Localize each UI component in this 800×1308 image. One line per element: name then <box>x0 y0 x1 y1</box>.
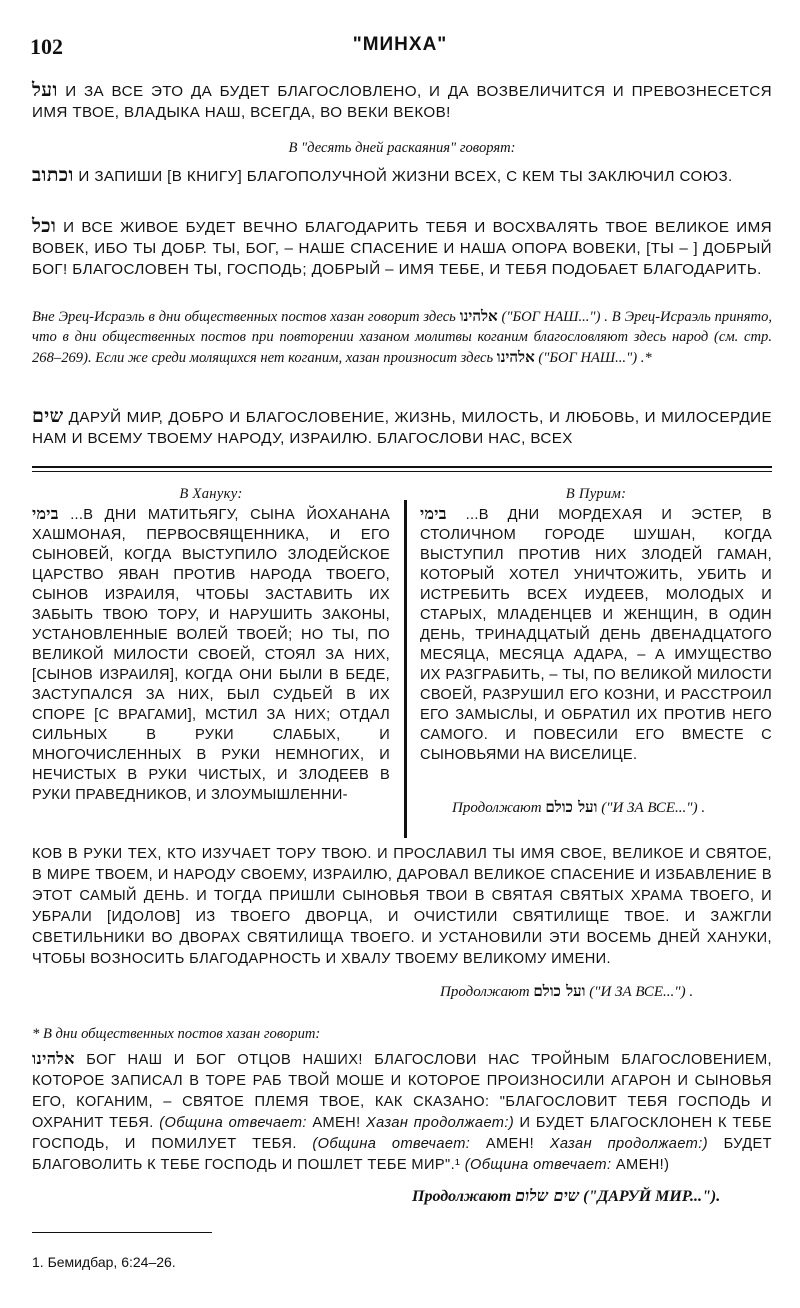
double-rule-top <box>32 466 772 468</box>
continue-word: Продолжают <box>452 800 542 816</box>
priestly-blessing-paragraph <box>32 1048 772 1176</box>
paragraph-all-this <box>32 80 772 123</box>
paragraph-text: И ЗА ВСЕ ЭТО ДА БУДЕТ БЛАГОСЛОВЛЕНО, И ДА ВОЗВЕЛИЧИТСЯ И ПРЕВОЗНЕСЕТСЯ ИМЯ ТВОЕ, ВЛАДЫКА НАШ, ВСЕГДА, ВО ВЕКИ ВЕКОВ! <box>32 83 772 121</box>
note-text: ("БОГ НАШ...") .* <box>538 350 652 366</box>
hebrew-keyword: ועל כולם <box>533 982 586 1000</box>
note-text: ("БОГ НАШ...") . В Эрец-Исраэль принято, что в дни общественных постов при повторении хазаном молитвы коганим благословляют здесь народ (см. стр. 268–269). Если же среди молящихся нет коганим, хазан произносит здесь <box>32 309 773 366</box>
purim-heading: В Пурим: <box>565 486 627 502</box>
hebrew-keyword: שים <box>32 405 64 427</box>
hebrew-keyword: ועל כולם <box>545 798 598 816</box>
hebrew-keyword: אלהינו <box>496 348 535 366</box>
hebrew-keyword: ועל <box>32 79 58 101</box>
running-title: "МИНХА" <box>352 34 448 55</box>
paragraph-all-living <box>32 216 772 280</box>
column-divider <box>404 500 407 838</box>
continue-word: Продолжают <box>412 1188 512 1205</box>
chanukah-column <box>32 484 390 805</box>
community-response-label: (Община отвечает: <box>464 1157 612 1173</box>
fast-day-footnote-heading: * В дни общественных постов хазан говорит: <box>32 1026 321 1042</box>
paragraph-text: И ВСЕ ЖИВОЕ БУДЕТ ВЕЧНО БЛАГОДАРИТЬ ТЕБЯ И ВОСХВАЛЯТЬ ТВОЕ ВЕЛИКОЕ ИМЯ ВОВЕК, ИБО ТЫ ДОБР. ТЫ, БОГ, – НАШЕ СПАСЕНИЕ И НАША ОПОРА ВОВЕКИ, [ТЫ – ] ДОБРЫЙ БОГ! БЛАГОСЛОВЕН ТЫ, ГОСПОДЬ; ДОБРЫЙ – ИМЯ ТЕБЕ, И ТЕБЯ ПОДОБАЕТ БЛАГОДАРИТЬ. <box>32 219 772 278</box>
amen: АМЕН! <box>485 1136 535 1152</box>
hazan-continues-label: Хазан продолжает:) <box>366 1115 515 1131</box>
hebrew-keyword: בימי <box>420 504 447 523</box>
paragraph-text: ДАРУЙ МИР, ДОБРО И БЛАГОСЛОВЕНИЕ, ЖИЗНЬ, МИЛОСТЬ, И ЛЮБОВЬ, И МИЛОСЕРДИЕ НАМ И ВСЕМУ ТВОЕМУ НАРОДУ, ИЗРАИЛЮ. БЛАГОСЛОВИ НАС, ВСЕХ <box>32 409 773 447</box>
double-rule-bottom <box>32 471 772 472</box>
blessing-text: БОГ НАШ И БОГ ОТЦОВ НАШИХ! БЛАГОСЛОВИ НАС ТРОЙНЫМ БЛАГОСЛОВЕНИЕМ, КОТОРОЕ ЗАПИСАЛ В ТОРЕ РАБ ТВОЙ МОШЕ И КОТОРОЕ ПРОИЗНОСИЛИ АГАРОН И СЫНОВЬЯ ЕГО, КОГАНИМ, – СВЯТОЕ ПЛЕМЯ ТВОЕ, КАК СКАЗАНО: "БЛАГОСЛОВИТ ТЕБЯ ГОСПОДЬ И ОХРАНИТ ТЕБЯ. <box>32 1052 772 1131</box>
continue-ru: ("И ЗА ВСЕ...") . <box>601 800 706 816</box>
footnote: 1. Бемидбар, 6:24–26. <box>32 1254 176 1270</box>
blessing-text: И БУДЕТ БЛАГОСКЛОНЕН К ТЕБЕ ГОСПОДЬ, И ПОМИЛУЕТ ТЕБЯ. <box>32 1115 772 1152</box>
continue-ru: ("И ЗА ВСЕ...") . <box>589 984 694 1000</box>
final-continue-instruction <box>412 1186 720 1206</box>
continue-ru: ("ДАРУЙ МИР..."). <box>583 1188 721 1205</box>
purim-continue-instruction <box>452 798 705 817</box>
paragraph-inscribe <box>32 165 772 187</box>
chanukah-continue-instruction <box>440 982 693 1001</box>
purim-text: ...В ДНИ МОРДЕХАЯ И ЭСТЕР, В СТОЛИЧНОМ ГОРОДЕ ШУШАН, КОГДА ВЫСТУПИЛ ПРОТИВ НИХ ЗЛОДЕЙ ГАМАН, КОТОРЫЙ ХОТЕЛ УНИЧТОЖИТЬ, УБИТЬ И ИСТРЕБИТЬ ВСЕХ ИУДЕЕВ, МОЛОДЫХ И СТАРЫХ, МЛАДЕНЦЕВ И ЖЕНЩИН, В ОДИН ДЕНЬ, ТРИНАДЦАТЫЙ ДЕНЬ ДВЕНАДЦАТОГО МЕСЯЦА, МЕСЯЦА АДАРА, – А ИМУЩЕСТВО ИХ РАЗГРАБИТЬ, – ТЫ, ПО ВЕЛИКОЙ МИЛОСТИ СВОЕЙ, РАЗРУШИЛ ЕГО КОЗНИ, И РАССТРОИЛ ЕГО ЗАМЫСЛЫ, И ОБРАТИЛ ИХ ПРОТИВ НЕГО САМОГО. И ПОВЕСИЛИ ЕГО ВМЕСТЕ С СЫНОВЬЯМИ НА ВИСЕЛИЦЕ. <box>420 507 772 763</box>
note-fast-days <box>32 306 772 368</box>
amen: АМЕН! <box>312 1115 361 1131</box>
purim-column <box>420 484 772 765</box>
hebrew-keyword: אלהינו <box>459 307 498 325</box>
hazan-continues-label: Хазан продолжает:) <box>549 1136 708 1152</box>
amen: АМЕН!) <box>615 1157 670 1173</box>
chanukah-text: ...В ДНИ МАТИТЬЯГУ, СЫНА ЙОХАНАНА ХАШМОНАЯ, ПЕРВОСВЯЩЕННИКА, И ЕГО СЫНОВЕЙ, КОГДА ВЫСТУПИЛО ЗЛОДЕЙСКОЕ ЦАРСТВО ЯВАН ПРОТИВ НАРОДА ТВОЕГО, СЫНОВ ИЗРАИЛЯ, ЧТОБЫ ЗАСТАВИТЬ ИХ ЗАБЫТЬ ТВОЮ ТОРУ, И НАРУШИТЬ ЗАКОНЫ, УСТАНОВЛЕННЫЕ ВОЛЕЙ ТВОЕЙ; НО ТЫ, ПО ВЕЛИКОЙ МИЛОСТИ СВОЕЙ, СТОЯЛ ЗА НИХ, [СЫНОВ ИЗРАИЛЯ], КОГДА ОНИ БЫЛИ В БЕДЕ, ЗАСТУПАЛСЯ ЗА НИХ, БЫЛ СУДЬЕЙ В ИХ СПОРЕ [С ВРАГАМИ], МСТИЛ ЗА НИХ; ОТДАЛ СИЛЬНЫХ В РУКИ СЛАБЫХ, И МНОГОЧИСЛЕННЫХ В РУКИ НЕМНОГИХ, И НЕЧИСТЫХ В РУКИ ЧИСТЫХ, И ЗЛОДЕЕВ В РУКИ ПРАВЕДНИКОВ, И ЗЛОУМЫШЛЕННИ- <box>32 507 390 803</box>
hebrew-keyword: שים שלום <box>515 1186 580 1205</box>
blessing-text: БУДЕТ БЛАГОВОЛИТЬ К ТЕБЕ ГОСПОДЬ И ПОШЛЕТ ТЕБЕ МИР".¹ <box>32 1136 772 1173</box>
paragraph-grant-peace <box>32 406 772 449</box>
community-response-label: (Община отвечает: <box>159 1115 307 1131</box>
continue-word: Продолжают <box>440 984 530 1000</box>
page-number: 102 <box>30 34 63 59</box>
footnote-rule <box>32 1232 212 1233</box>
note-text: Вне Эрец-Исраэль в дни общественных постов хазан говорит здесь <box>32 309 456 325</box>
chanukah-continuation: КОВ В РУКИ ТЕХ, КТО ИЗУЧАЕТ ТОРУ ТВОЮ. И ПРОСЛАВИЛ ТЫ ИМЯ СВОЕ, ВЕЛИКОЕ И СВЯТОЕ, В МИРЕ ТВОЕМ, И НАРОДУ СВОЕМУ, ИЗРАИЛЮ, ДАРОВАЛ ВЕЛИКОЕ СПАСЕНИЕ И ИЗБАВЛЕНИЕ В ЭТОТ САМЫЙ ДЕНЬ. И ТОГДА ПРИШЛИ СЫНОВЬЯ ТВОИ В СВЯТАЯ СВЯТЫХ ХРАМА ТВОЕГО, И УБРАЛИ [ИДОЛОВ] ИЗ ТВОЕГО ДВОРЦА, И ОЧИСТИЛИ СВЯТИЛИЩЕ ТВОЕ. И ЗАЖГЛИ СВЕТИЛЬНИКИ ВО ДВОРАХ СВЯТИЛИЩА ТВОЕГО. И УСТАНОВИЛИ ЭТИ ВОСЕМЬ ДНЕЙ ХАНУКИ, ЧТОБЫ ВОЗНОСИТЬ БЛАГОДАРНОСТЬ И ХВАЛУ ТВОЕМУ ВЕЛИКОМУ ИМЕНИ. <box>32 846 772 967</box>
page-header <box>30 34 770 64</box>
hebrew-keyword: בימי <box>32 504 59 523</box>
hebrew-keyword: וכתוב <box>32 164 74 186</box>
note-ten-days: В "десять дней раскаяния" говорят: <box>288 140 516 156</box>
paragraph-text: И ЗАПИШИ [В КНИГУ] БЛАГОПОЛУЧНОЙ ЖИЗНИ ВСЕХ, С КЕМ ТЫ ЗАКЛЮЧИЛ СОЮЗ. <box>78 168 733 185</box>
hebrew-keyword: וכל <box>32 215 57 237</box>
chanukah-heading: В Ханукy: <box>179 486 243 502</box>
community-response-label: (Община отвечает: <box>312 1136 471 1152</box>
hebrew-keyword: אלהינו <box>32 1049 75 1068</box>
